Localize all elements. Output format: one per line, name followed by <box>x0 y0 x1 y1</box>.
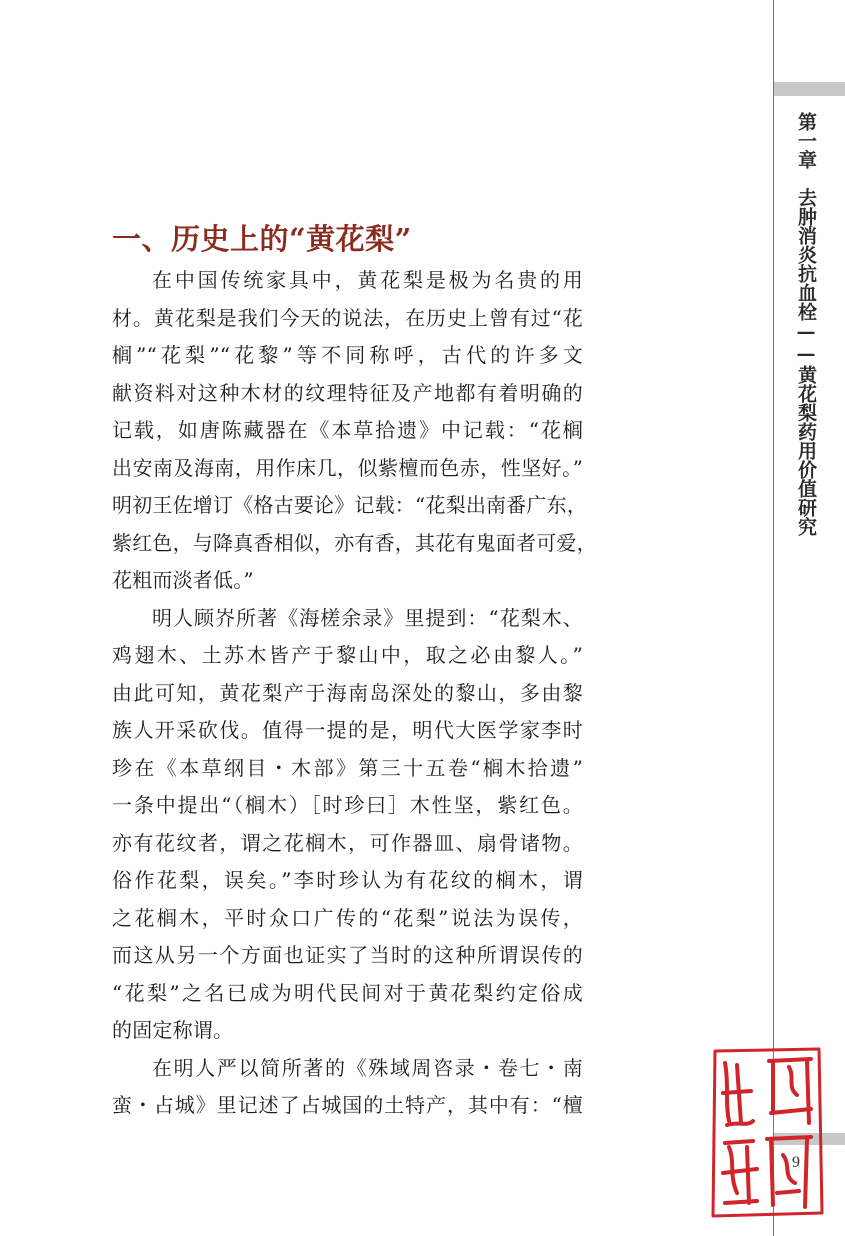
text-line: 出安南及海南，用作床几，似紫檀而色赤，性坚好。” <box>112 455 583 480</box>
body-text <box>112 262 597 1125</box>
text-line: 由此可知，黄花梨产于海南岛深处的黎山，多由黎 <box>112 680 583 705</box>
paragraph <box>112 600 583 1050</box>
text-line: 献资料对这种木材的纹理特征及产地都有着明确的 <box>112 380 583 405</box>
section-heading: 一、历史上的“黄花梨” <box>112 222 412 256</box>
text-line: 一条中提出“（榈木）［时珍曰］木性坚，紫红色。 <box>112 793 583 817</box>
text-line: 鸡翅木、土苏木皆产于黎山中，取之必由黎人。” <box>112 643 583 667</box>
text-line: 蛮・占城》里记述了占城国的土特产，其中有：“檀 <box>112 1093 583 1117</box>
text-line: 明人顾岕所著《海槎余录》里提到：“花梨木、 <box>152 605 583 630</box>
text-line: 明初王佐增订《格古要论》记载：“花梨出南番广东， <box>112 493 588 517</box>
text-line: 榈”“花梨”“花黎”等不同称呼，古代的许多文 <box>112 343 583 367</box>
margin-tab-top <box>774 82 845 96</box>
seal-stamp-icon <box>707 1043 827 1221</box>
text-line: 记载，如唐陈藏器在《本草拾遗》中记载：“花榈 <box>112 418 583 442</box>
text-line: 之花榈木，平时众口广传的“花梨”说法为误传， <box>112 905 583 930</box>
text-line: 而这从另一个方面也证实了当时的这种所谓误传的 <box>112 943 583 967</box>
text-line: 花粗而淡者低。” <box>112 568 254 592</box>
text-line: 族人开采砍伐。值得一提的是，明代大医学家李时 <box>112 718 583 742</box>
text-line: 材。黄花梨是我们今天的说法，在历史上曾有过“花 <box>112 305 583 330</box>
text-line: 在明人严以简所著的《殊域周咨录・卷七・南 <box>152 1055 583 1080</box>
text-line: 的固定称谓。 <box>112 1018 234 1042</box>
page-number: 9 <box>792 1154 800 1171</box>
paragraph <box>112 1050 583 1125</box>
text-line: 紫红色，与降真香相似，亦有香，其花有鬼面者可爱， <box>112 530 597 555</box>
running-chapter-title: 第一章 去肿消炎抗血栓——黄花梨药用价值研究 <box>795 112 817 536</box>
text-line: 在中国传统家具中，黄花梨是极为名贵的用 <box>152 268 583 292</box>
text-line: 珍在《本草纲目・木部》第三十五卷“榈木拾遗” <box>112 755 583 780</box>
text-line: 亦有花纹者，谓之花榈木，可作器皿、扇骨诸物。 <box>112 830 583 855</box>
text-line: 俗作花梨，误矣。”李时珍认为有花纹的榈木，谓 <box>112 868 583 892</box>
paragraph <box>112 262 597 600</box>
text-line: “花梨”之名已成为明代民间对于黄花梨约定俗成 <box>112 980 583 1005</box>
